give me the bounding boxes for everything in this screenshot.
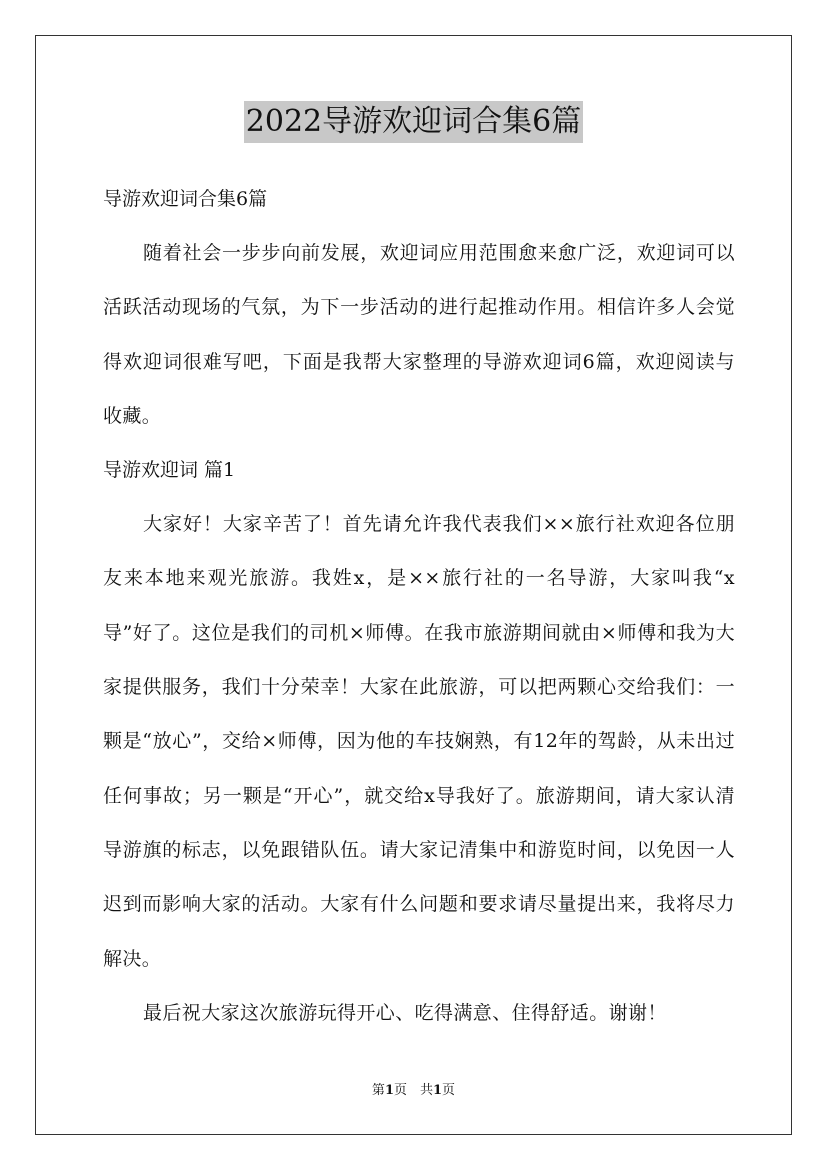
footer-suffix: 页 bbox=[442, 1083, 456, 1098]
document-subtitle: 导游欢迎词合集6篇 bbox=[103, 188, 268, 210]
footer-prefix: 第 bbox=[371, 1083, 385, 1098]
section-heading: 导游欢迎词 篇1 bbox=[103, 459, 236, 482]
footer-mid: 页 共 bbox=[393, 1083, 433, 1098]
body-paragraph: 大家好！大家辛苦了！首先请允许我代表我们××旅行社欢迎各位朋友来本地来观光旅游。我姓x，是××旅行社的一名导游，大家叫我“x导”好了。这位是我们的司机×师傅。在我市旅游期间就由×师傅和我为大家提供服务，我们十分荣幸！大家在此旅游，可以把两颗心交给我们：一颗是“放心”，交给×师傅，因为他的车技娴熟，有12年的驾龄，从未出过任何事故；另一颗是“开心”，就交给x导我好了。旅游期间，请大家认清导游旗的标志，以免跟错队伍。请大家记清集中和游览时间，以免因一人迟到而影响大家的活动。大家有什么问题和要求请尽量提出来，我将尽力解决。 bbox=[103, 513, 735, 970]
title-container bbox=[0, 101, 827, 143]
document-title: 2022导游欢迎词合集6篇 bbox=[244, 101, 583, 143]
footer-total-pages: 1 bbox=[433, 1083, 443, 1098]
intro-paragraph: 随着社会一步步向前发展，欢迎词应用范围愈来愈广泛，欢迎词可以活跃活动现场的气氛，为下一步活动的进行起推动作用。相信许多人会觉得欢迎词很难写吧，下面是我帮大家整理的导游欢迎词6篇，欢迎阅读与收藏。 bbox=[103, 242, 735, 427]
closing-paragraph: 最后祝大家这次旅游玩得开心、吃得满意、住得舒适。谢谢！ bbox=[143, 1001, 667, 1024]
page-footer bbox=[0, 1083, 827, 1099]
footer-current-page: 1 bbox=[384, 1083, 394, 1098]
document-body bbox=[103, 172, 735, 1040]
